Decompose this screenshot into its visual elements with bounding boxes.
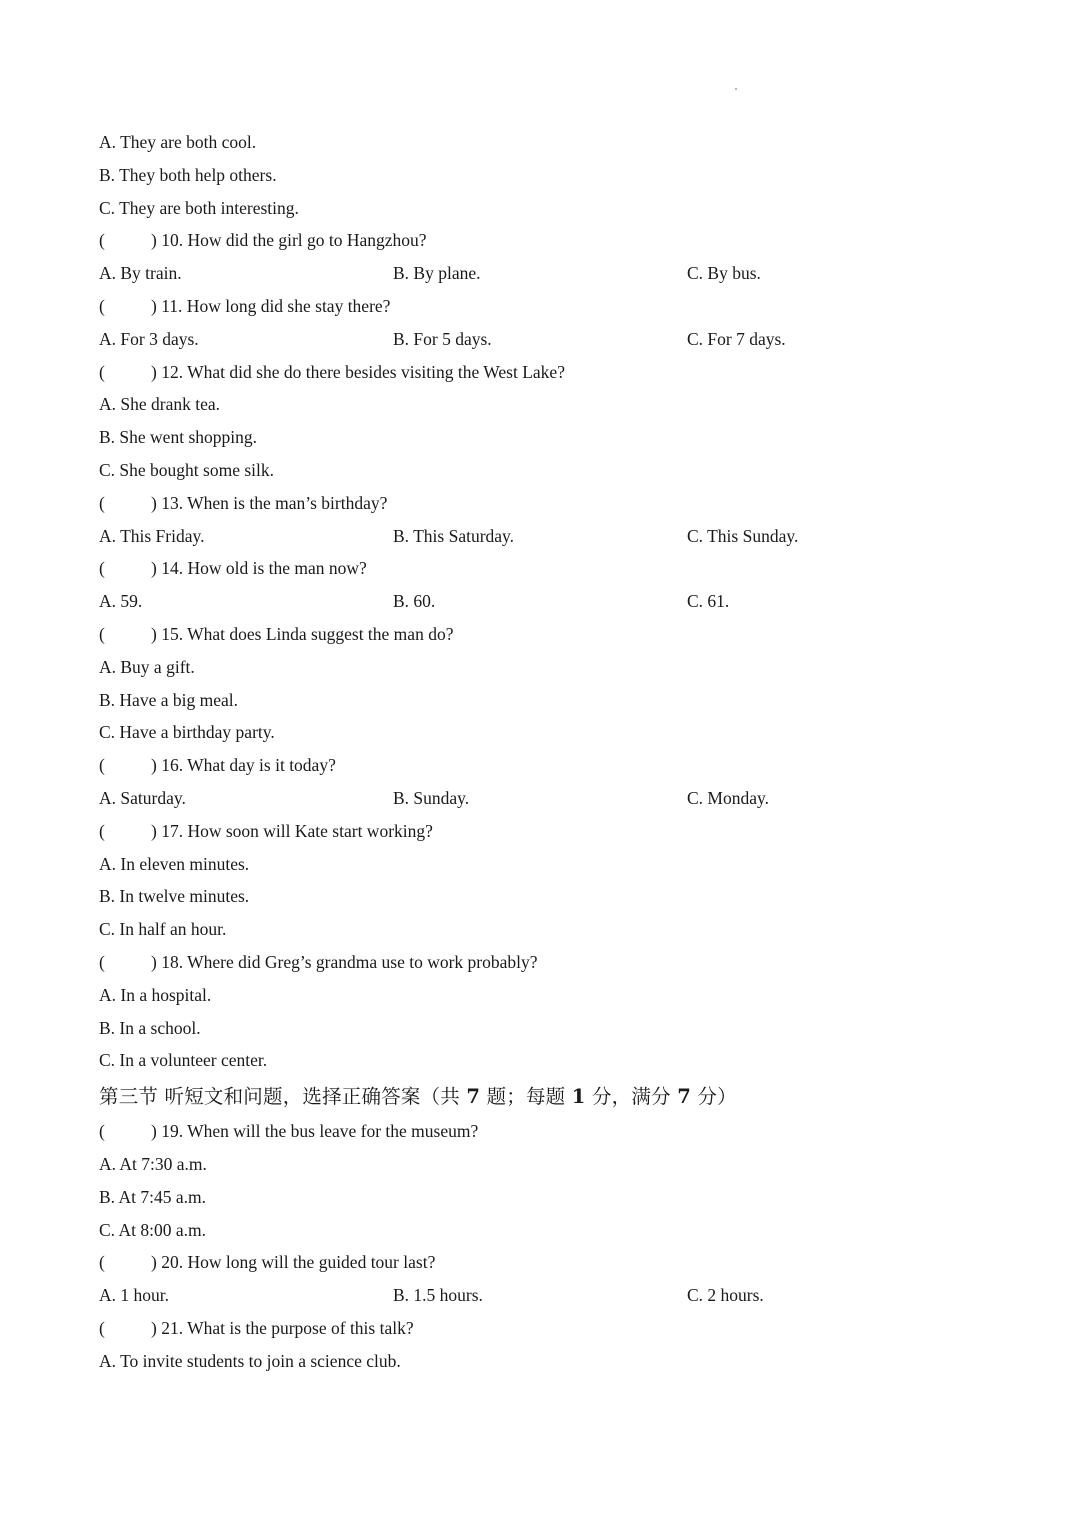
option-a: A. In a hospital. [99, 984, 212, 1005]
options-row [99, 323, 999, 356]
option-c: C. 61. [687, 591, 730, 612]
option-a: A. 1 hour. [99, 1285, 169, 1306]
question-14 [99, 552, 999, 618]
question-line [99, 1115, 999, 1148]
section3-heading-part-a: 第三节 听短文和问题，选择正确答案（共 [99, 1085, 467, 1109]
question-line [99, 1312, 999, 1345]
option-c: C. At 8:00 a.m. [99, 1219, 206, 1240]
answer-blank[interactable]: ( [99, 1252, 105, 1273]
question-text: ) 14. How old is the man now? [151, 558, 367, 579]
section3-heading-part-c: 分，满分 [585, 1085, 678, 1109]
question-text: ) 11. How long did she stay there? [151, 295, 391, 316]
option-a: A. By train. [99, 263, 182, 284]
option-b: B. Sunday. [393, 787, 470, 808]
answer-blank[interactable]: ( [99, 623, 105, 644]
question-line [99, 1246, 999, 1279]
section3-points-each: 1 [571, 1085, 586, 1109]
exam-content [99, 126, 999, 1377]
question-text: ) 21. What is the purpose of this talk? [151, 1317, 414, 1338]
option-b: B. 60. [393, 591, 436, 612]
question-line [99, 487, 999, 520]
question-text: ) 15. What does Linda suggest the man do? [151, 623, 454, 644]
answer-blank[interactable]: ( [99, 295, 105, 316]
option-c: C. In a volunteer center. [99, 1050, 268, 1071]
question-line [99, 749, 999, 782]
section3-question-count: 7 [466, 1085, 481, 1109]
question-18 [99, 946, 999, 1077]
option-a: A. In eleven minutes. [99, 853, 250, 874]
question-text: ) 16. What day is it today? [151, 755, 336, 776]
answer-blank[interactable]: ( [99, 820, 105, 841]
option-b: B. In twelve minutes. [99, 886, 250, 907]
option-b: B. Have a big meal. [99, 689, 238, 710]
question-line [99, 224, 999, 257]
answer-blank[interactable]: ( [99, 361, 105, 382]
option-c: C. For 7 days. [687, 328, 786, 349]
question-11 [99, 290, 999, 356]
section2-questions [99, 224, 999, 1077]
q9-option-c: C. They are both interesting. [99, 197, 299, 218]
section3-heading-part-b: 题；每题 [480, 1085, 572, 1109]
option-a: A. This Friday. [99, 525, 205, 546]
scan-speck [735, 88, 737, 90]
question-line [99, 946, 999, 979]
question-text: ) 20. How long will the guided tour last? [151, 1252, 436, 1273]
option-c: C. 2 hours. [687, 1285, 764, 1306]
question-19 [99, 1115, 999, 1246]
question-line [99, 356, 999, 389]
answer-blank[interactable]: ( [99, 492, 105, 513]
option-a: A. She drank tea. [99, 394, 221, 415]
section3-heading-part-d: 分） [690, 1085, 737, 1109]
question-21 [99, 1312, 999, 1378]
section3-total-points: 7 [677, 1085, 691, 1109]
question-text: ) 19. When will the bus leave for the museum? [151, 1121, 479, 1142]
question-line [99, 290, 999, 323]
q9-options [99, 126, 999, 224]
options-row [99, 782, 999, 815]
q9-option-a: A. They are both cool. [99, 132, 257, 152]
answer-blank[interactable]: ( [99, 1317, 105, 1338]
answer-blank[interactable]: ( [99, 230, 105, 251]
question-line [99, 618, 999, 651]
option-a: A. For 3 days. [99, 328, 199, 349]
question-10 [99, 224, 999, 290]
answer-blank[interactable]: ( [99, 558, 105, 579]
option-c: C. Have a birthday party. [99, 722, 275, 743]
options-row [99, 585, 999, 618]
answer-blank[interactable]: ( [99, 1121, 105, 1142]
answer-blank[interactable]: ( [99, 755, 105, 776]
option-b: B. For 5 days. [393, 328, 492, 349]
options-row [99, 257, 999, 290]
option-b: B. She went shopping. [99, 427, 257, 448]
option-b: B. In a school. [99, 1017, 201, 1038]
option-b: B. By plane. [393, 263, 481, 284]
option-b: B. At 7:45 a.m. [99, 1186, 206, 1207]
question-20 [99, 1246, 999, 1312]
option-c: C. In half an hour. [99, 919, 227, 940]
option-c: C. She bought some silk. [99, 459, 275, 480]
option-a: A. Buy a gift. [99, 656, 195, 677]
question-15 [99, 618, 999, 749]
question-text: ) 18. Where did Greg’s grandma use to work probably? [151, 951, 538, 972]
option-c: C. Monday. [687, 787, 769, 808]
option-a: A. At 7:30 a.m. [99, 1153, 207, 1174]
option-b: B. This Saturday. [393, 525, 515, 546]
option-c: C. This Sunday. [687, 525, 799, 546]
question-16 [99, 749, 999, 815]
question-line [99, 552, 999, 585]
option-a: A. 59. [99, 591, 143, 612]
section3-heading [99, 1077, 999, 1115]
q9-option-b: B. They both help others. [99, 164, 277, 185]
question-12 [99, 356, 999, 487]
question-line [99, 815, 999, 848]
option-a: A. To invite students to join a science club. [99, 1350, 401, 1371]
question-text: ) 17. How soon will Kate start working? [151, 820, 433, 841]
question-text: ) 10. How did the girl go to Hangzhou? [151, 230, 427, 251]
question-13 [99, 487, 999, 553]
section3-questions [99, 1115, 999, 1377]
option-c: C. By bus. [687, 263, 761, 284]
option-b: B. 1.5 hours. [393, 1285, 483, 1306]
question-text: ) 12. What did she do there besides visiting the West Lake? [151, 361, 565, 382]
options-row [99, 1279, 999, 1312]
question-text: ) 13. When is the man’s birthday? [151, 492, 388, 513]
answer-blank[interactable]: ( [99, 951, 105, 972]
options-row [99, 520, 999, 553]
question-17 [99, 815, 999, 946]
option-a: A. Saturday. [99, 787, 186, 808]
